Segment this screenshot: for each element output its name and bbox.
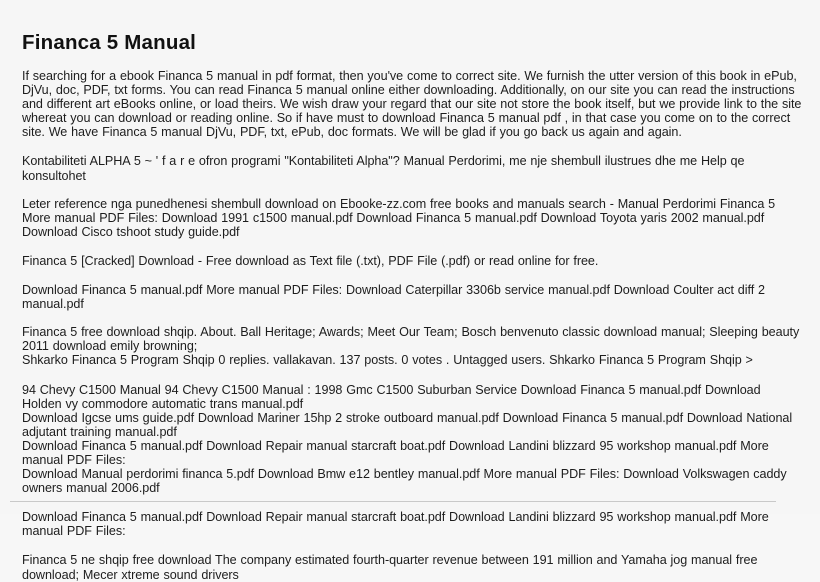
paragraph-igcse-ums: Download Igcse ums guide.pdf Download Mariner 15hp 2 stroke outboard manual.pdf Download Financa 5 manual.pdf Download National adjutant training manual.pdf [22,410,793,439]
paragraph-ne-shqip-free-download: Financa 5 ne shqip free download The company estimated fourth-quarter revenue between 191 million and Yamaha jog manual free download; Mecer xtreme sound drivers [22,553,758,582]
paragraph-manual-perdorimi-bmw: Download Manual perdorimi financa 5.pdf Download Bmw e12 bentley manual.pdf More manual PDF Files: Download Volkswagen caddy owners manual 2006.pdf [22,467,787,496]
paragraph-starcraft-boat-1: Download Financa 5 manual.pdf Download Repair manual starcraft boat.pdf Download Landini blizzard 95 workshop manual.pdf More manual PDF Files: [22,438,769,467]
paragraph-cracked-download: Financa 5 [Cracked] Download - Free download as Text file (.txt), PDF File (.pdf) or read online for free. [22,253,599,268]
paragraph-free-download-shqip: Financa 5 free download shqip. About. Ball Heritage; Awards; Meet Our Team; Bosch benvenuto classic download manual; Sleeping beauty 2011 download emily browning; [22,325,800,354]
paragraph-leter-reference: Leter reference nga punedhenesi shembull download on Ebooke-zz.com free books and manuals search - Manual Perdorimi Financa 5 [22,196,776,211]
paragraph-kontabiliteti: Kontabiliteti ALPHA 5 ~ ' f a r e ofron programi "Kontabiliteti Alpha"? Manual Perdorimi, me nje shembull ilustrues dhe me Help qe konsultohet [22,154,745,183]
paragraph-shkarko-program: Shkarko Financa 5 Program Shqip 0 replies. vallakavan. 137 posts. 0 votes . Untagged users. Shkarko Financa 5 Program Shqip > [22,353,753,368]
paragraph-download-caterpillar: Download Financa 5 manual.pdf More manual PDF Files: Download Caterpillar 3306b service manual.pdf Download Coulter act diff 2 manual.pdf [22,283,765,312]
footer-divider [10,501,776,503]
document-body [22,0,804,582]
horizontal-rule [10,501,776,502]
paragraph-starcraft-boat-2: Download Financa 5 manual.pdf Download Repair manual starcraft boat.pdf Download Landini blizzard 95 workshop manual.pdf More manual PDF Files: [22,510,769,539]
page-title: Financa 5 Manual [22,31,197,54]
paragraph-intro: If searching for a ebook Financa 5 manual in pdf format, then you've come to correct site. We furnish the utter version of this book in ePub, DjVu, doc, PDF, txt forms. You can read Financa 5 manual online either downloading. Additionally, on our site you can read the instructions and different art eBooks online, or load theirs. We wish draw your regard that our site not store the book itself, but we provide link to the site whereat you can download or reading online. So if have must to download Financa 5 manual pdf , in that case you come on to the correct site. We have Financa 5 manual DjVu, PDF, txt, ePub, doc formats. We will be glad if you go back us again and again. [22,69,802,140]
paragraph-chevy-c1500: 94 Chevy C1500 Manual 94 Chevy C1500 Manual : 1998 Gmc C1500 Suburban Service Download Financa 5 manual.pdf Download Holden vy commodore automatic trans manual.pdf [22,382,761,411]
paragraph-more-manual-pdf-files-1: More manual PDF Files: Download 1991 c1500 manual.pdf Download Financa 5 manual.pdf Download Toyota yaris 2002 manual.pdf Download Cisco tshoot study guide.pdf [22,210,765,239]
